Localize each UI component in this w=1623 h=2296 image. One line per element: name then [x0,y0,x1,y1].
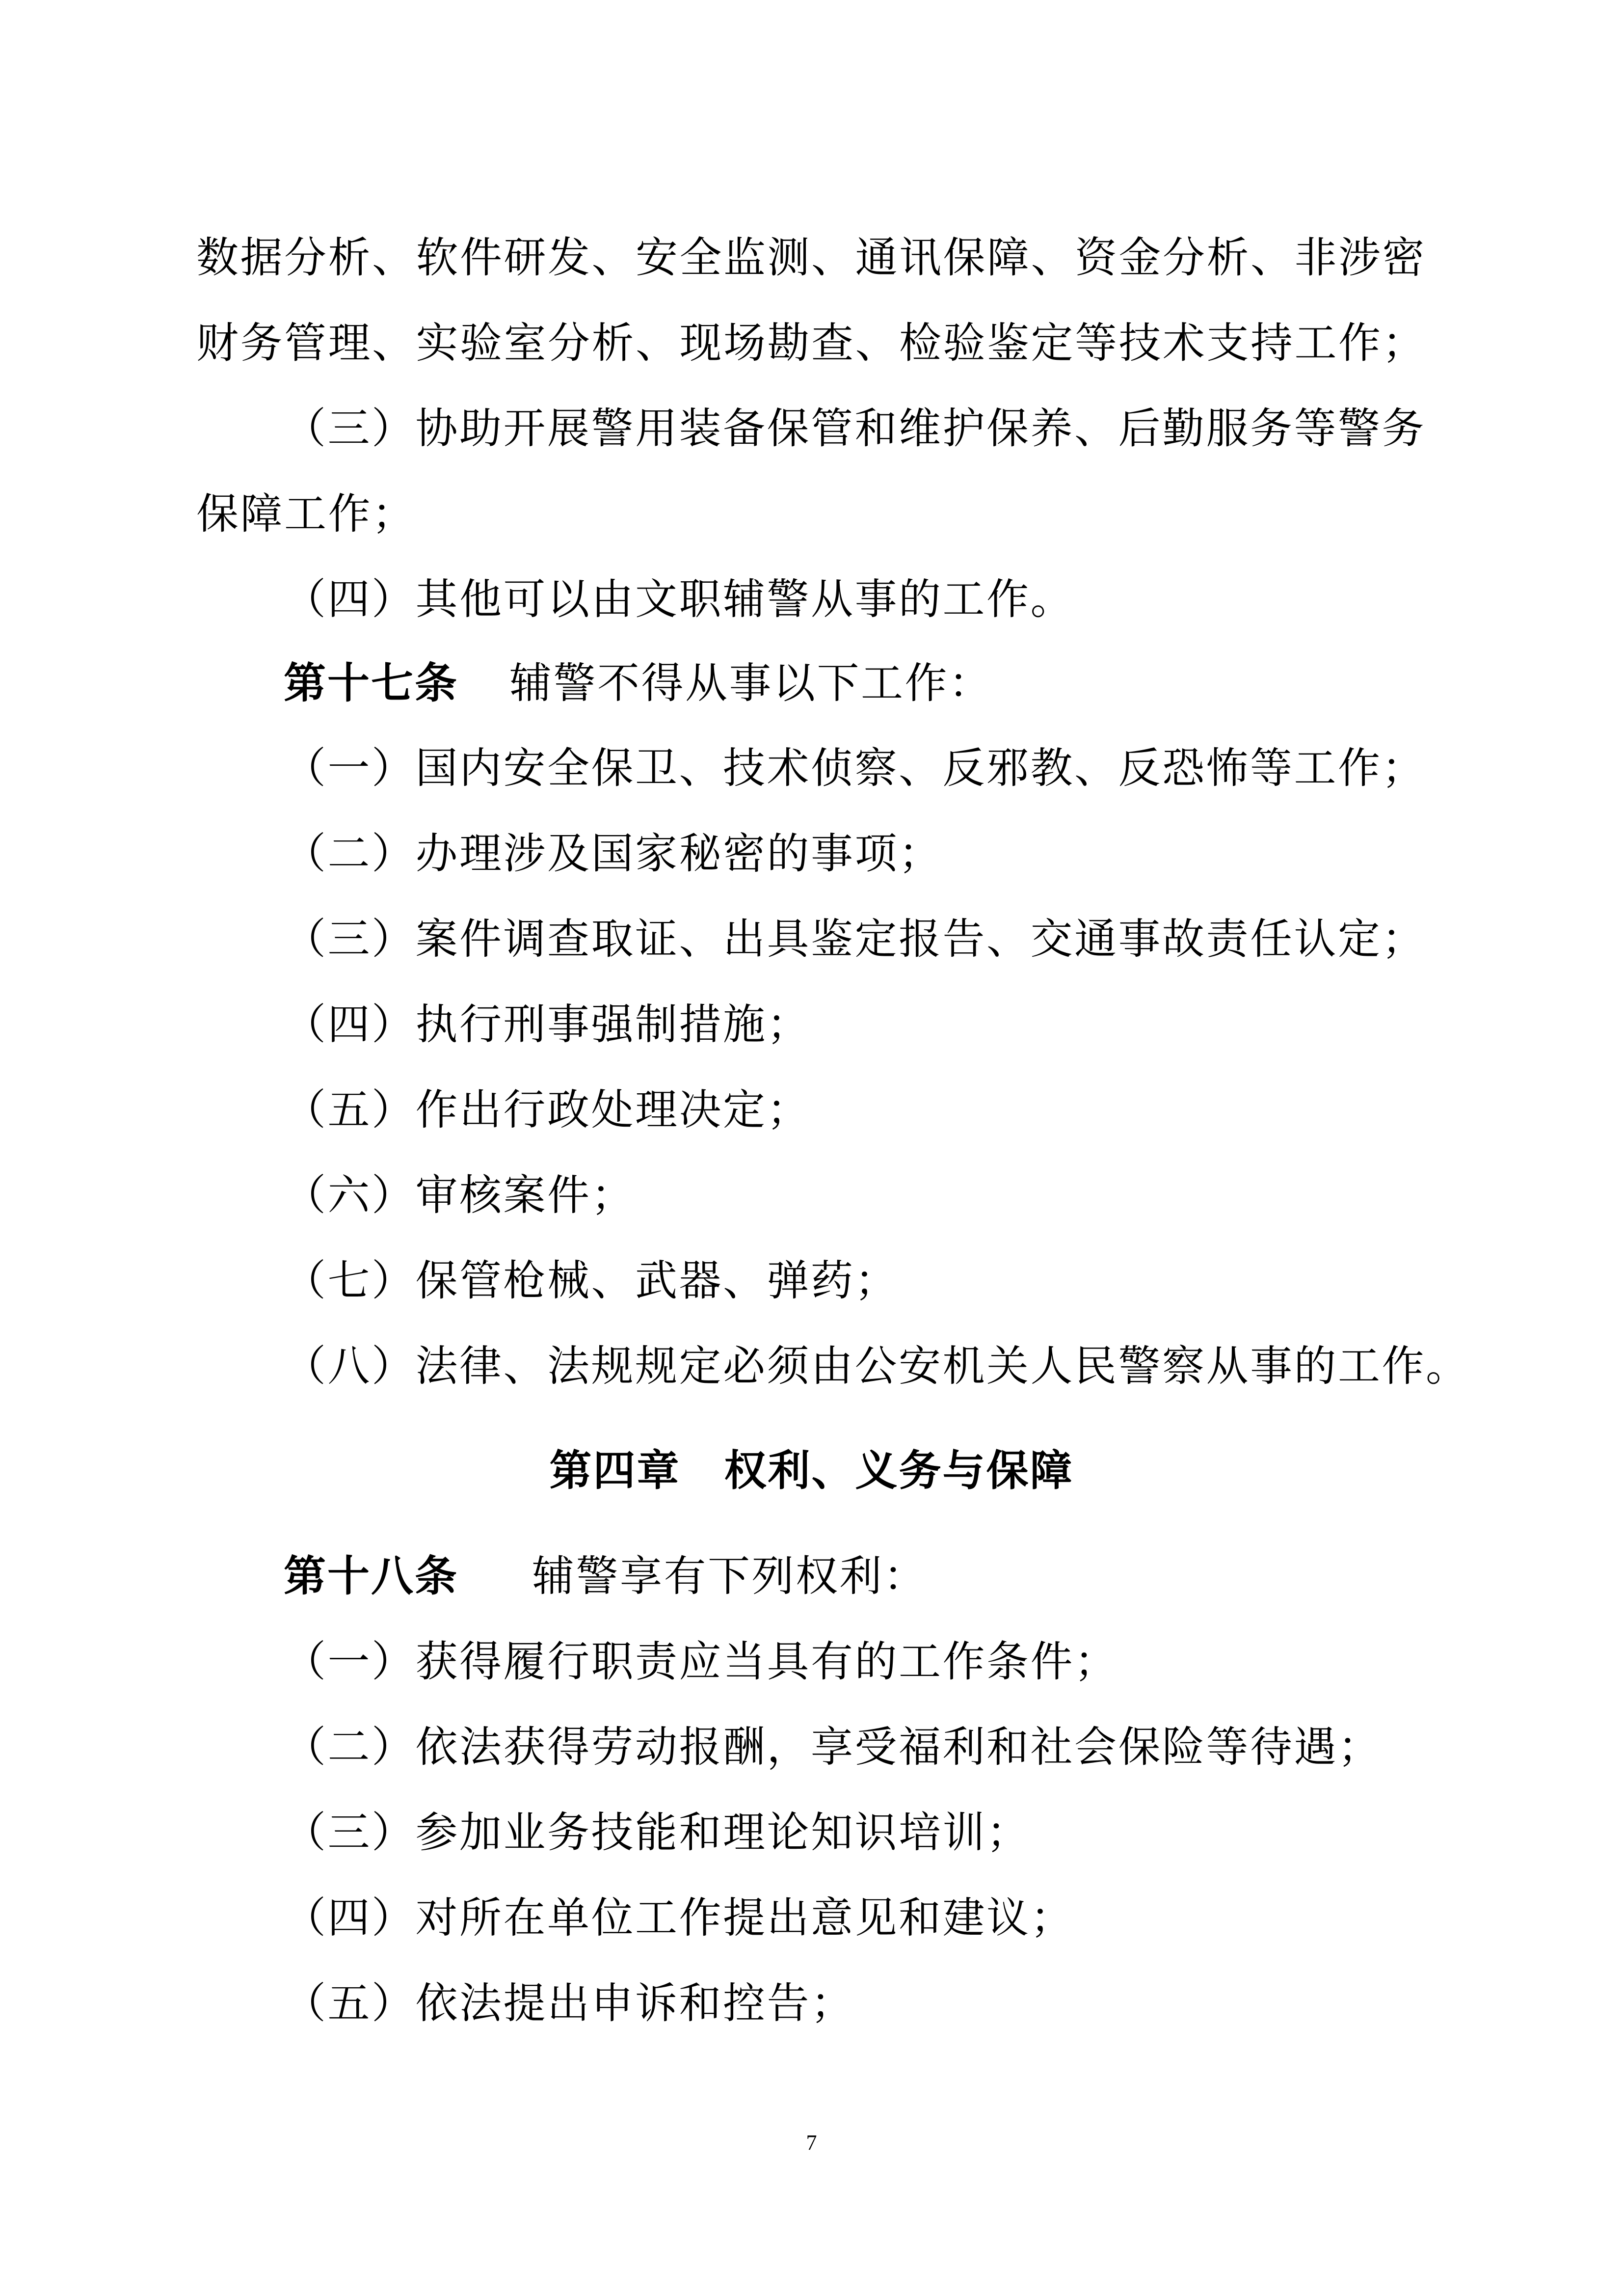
list-item: （二）办理涉及国家秘密的事项； [284,829,943,878]
chapter-number: 第四章 [549,1446,681,1495]
page-number: 7 [806,2131,817,2155]
list-item: （四）执行刑事强制措施； [284,1000,811,1049]
article-label: 第十八条 [284,1552,458,1601]
list-item: （三）协助开展警用装备保管和维护保养、后勤服务等警务 [284,404,1426,453]
paragraph-line: 财务管理、实验室分析、现场勘查、检验鉴定等技术支持工作； [196,319,1426,368]
article-18-heading [284,1552,928,1601]
list-item: （五）依法提出申诉和控告； [284,1979,855,2028]
paragraph-line: 数据分析、软件研发、安全监测、通讯保障、资金分析、非涉密 [196,233,1426,282]
chapter-title [0,1446,1623,1495]
list-item: （五）作出行政处理决定； [284,1085,811,1134]
list-item: （一）获得履行职责应当具有的工作条件； [284,1637,1118,1686]
paragraph-line: 保障工作； [196,489,416,539]
list-item: （三）参加业务技能和理论知识培训； [284,1808,1031,1857]
list-item: （四）其他可以由文职辅警从事的工作。 [284,575,1074,624]
chapter-name: 权利、义务与保障 [724,1446,1074,1495]
list-item: （三）案件调查取证、出具鉴定报告、交通事故责任认定； [284,915,1426,964]
list-item: （六）审核案件； [284,1171,635,1220]
article-17-heading [284,659,993,708]
article-text: 辅警享有下列权利： [532,1552,928,1601]
article-label: 第十七条 [284,659,458,708]
list-item: （二）依法获得劳动报酬，享受福利和社会保险等待遇； [284,1723,1382,1772]
article-text: 辅警不得从事以下工作： [509,659,993,708]
list-item: （八）法律、法规规定必须由公安机关人民警察从事的工作。 [284,1342,1470,1391]
list-item: （四）对所在单位工作提出意见和建议； [284,1893,1074,1943]
list-item: （七）保管枪械、武器、弹药； [284,1256,899,1305]
list-item: （一）国内安全保卫、技术侦察、反邪教、反恐怖等工作； [284,744,1426,793]
